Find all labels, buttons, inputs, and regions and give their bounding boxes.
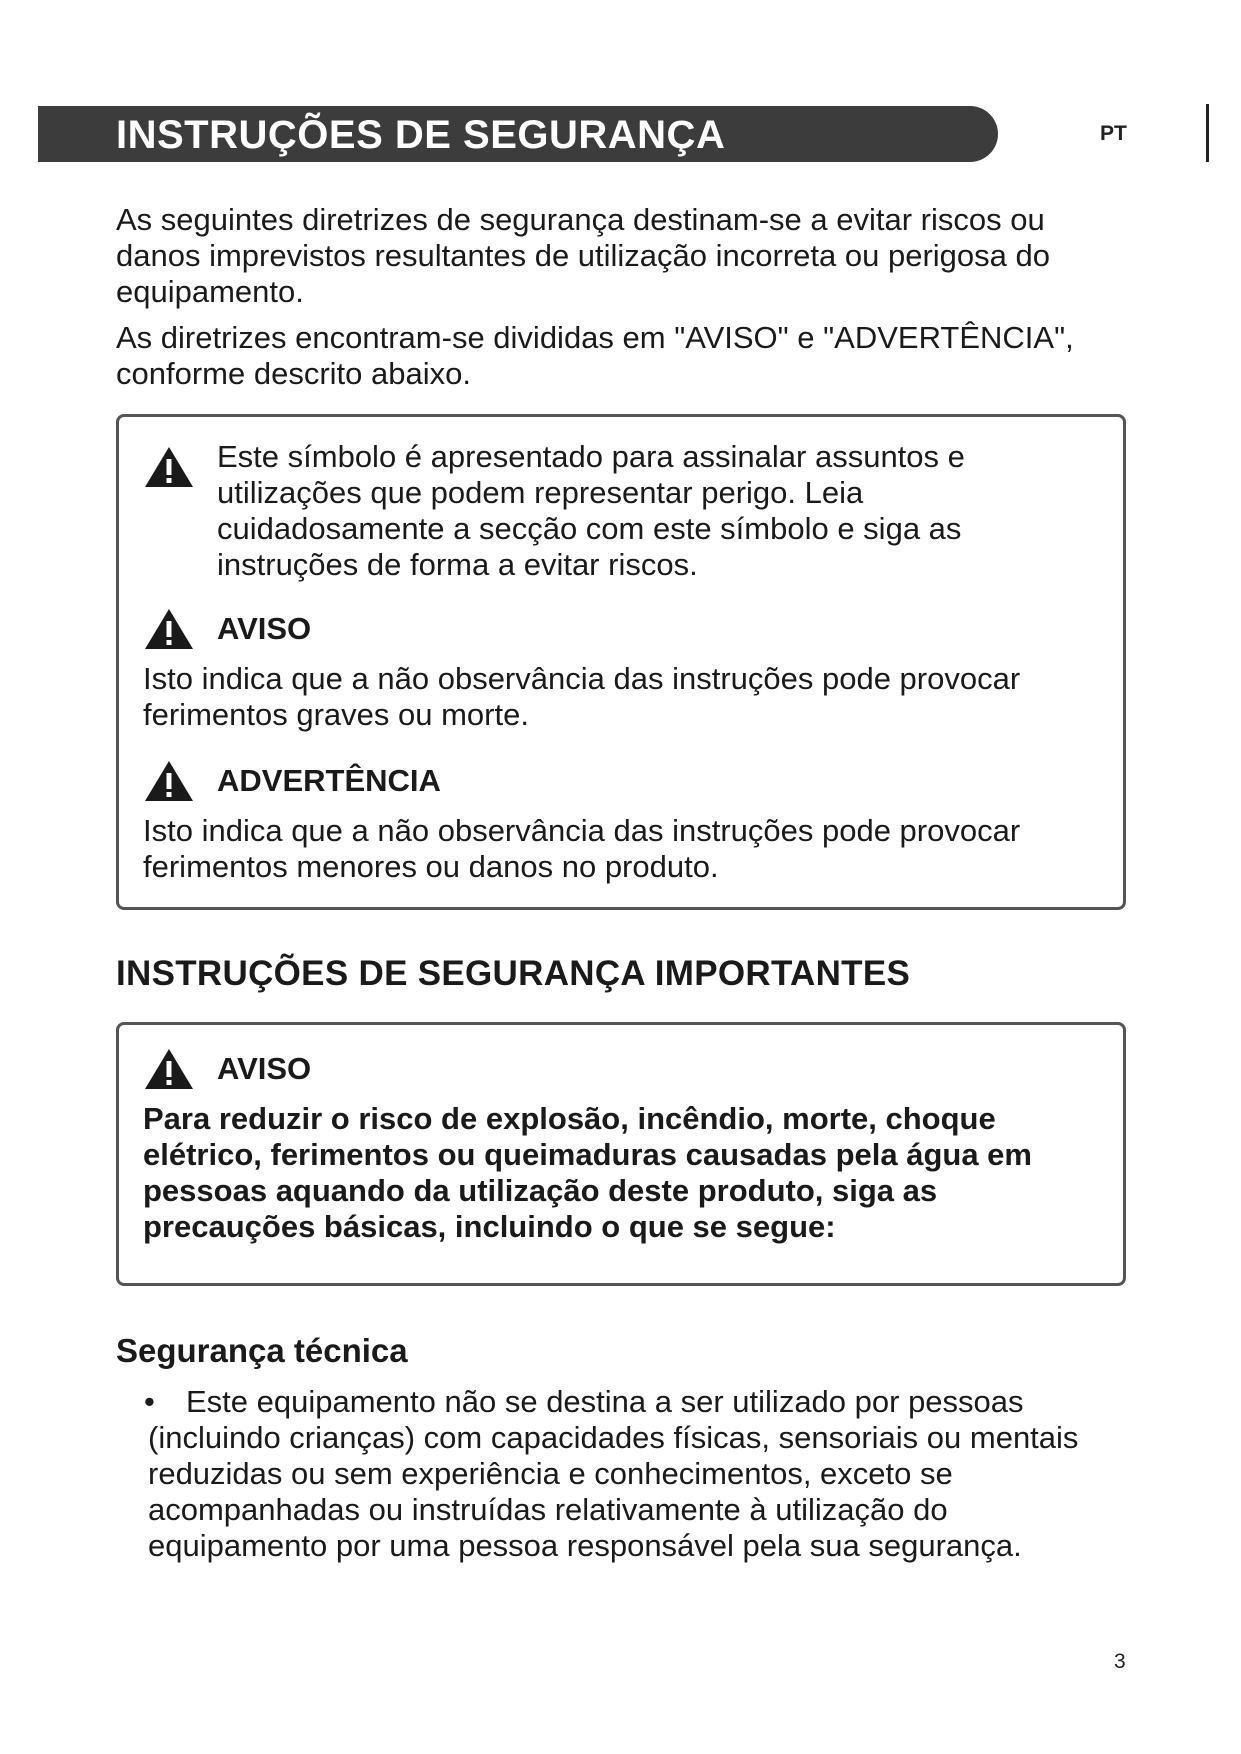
caution-description: Isto indica que a não observância das instruções pode provocar ferimentos menores ou danos no produto.: [143, 813, 1021, 884]
warning-description: Isto indica que a não observância das instruções pode provocar ferimentos graves ou morte.: [143, 661, 1021, 732]
important-warning-label: AVISO: [217, 1051, 312, 1086]
list-item-text: Este equipamento não se destina a ser utilizado por pessoas (incluindo crianças) com capacidades físicas, sensoriais ou mentais reduzidas ou sem experiência e conhecimentos, exceto se acompanhadas ou instruídas relativamente à utilização do equipamento por uma pessoa responsável pela sua segurança.: [148, 1384, 1079, 1563]
page-number: 3: [1114, 1650, 1126, 1673]
technical-safety-title: Segurança técnica: [116, 1332, 408, 1369]
language-code: PT: [1100, 122, 1127, 145]
warning-triangle-icon: [143, 445, 195, 489]
intro-paragraph-2: As diretrizes encontram-se divididas em "AVISO" e "ADVERTÊNCIA", conforme descrito abaixo.: [116, 320, 1074, 391]
important-instructions-title: INSTRUÇÕES DE SEGURANÇA IMPORTANTES: [116, 954, 911, 993]
warning-triangle-icon: [143, 759, 195, 803]
warning-triangle-icon: [143, 607, 195, 651]
important-warning-box: [116, 1022, 1126, 1286]
important-warning-text: Para reduzir o risco de explosão, incêndio, morte, choque elétrico, ferimentos ou queimaduras causadas pela água em pessoas aquando da utilização deste produto, siga as precauções básicas, incluindo o que se segue:: [143, 1101, 1032, 1244]
warning-triangle-icon: [143, 1047, 195, 1091]
symbol-description: Este símbolo é apresentado para assinalar assuntos e utilizações que podem representar perigo. Leia cuidadosamente a secção com este símbolo e siga as instruções de forma a evitar riscos.: [217, 439, 965, 582]
intro-section: [116, 202, 1116, 402]
list-item: [148, 1384, 1098, 1564]
page-title: INSTRUÇÕES DE SEGURANÇA: [116, 113, 726, 157]
intro-paragraph-1: As seguintes diretrizes de segurança destinam-se a evitar riscos ou danos imprevistos resultantes de utilização incorreta ou perigosa do equipamento.: [116, 202, 1050, 309]
caution-label: ADVERTÊNCIA: [217, 763, 441, 798]
side-divider: [1206, 104, 1209, 162]
warning-label: AVISO: [217, 611, 312, 646]
symbols-box: [116, 414, 1126, 910]
bullet-icon: •: [144, 1384, 155, 1419]
